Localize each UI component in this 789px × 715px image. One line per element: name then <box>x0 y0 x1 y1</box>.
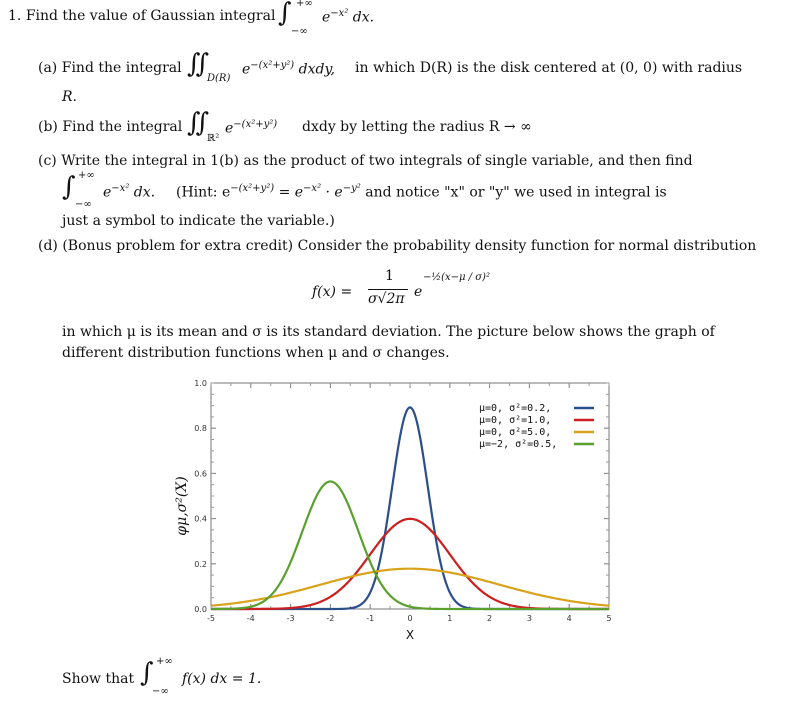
x-tick-label: 0 <box>407 614 413 623</box>
formula-numerator: 1 <box>385 268 394 284</box>
formula-exponent: −½(x−μ / σ)² <box>423 272 490 283</box>
y-tick-label: 0.0 <box>194 605 207 614</box>
part-c-line1: (c) Write the integral in 1(b) as the product of two integrals of single variable, and then find <box>38 153 693 169</box>
legend-label-1: μ=0, σ²=1.0, <box>479 415 552 426</box>
problem-number: 1. <box>8 8 22 24</box>
part-b-label: (b) <box>38 119 58 135</box>
show-rest: f(x) dx = 1. <box>182 671 262 687</box>
show-lower: −∞ <box>152 686 169 697</box>
part-b-domain: ℝ² <box>207 133 220 144</box>
part-a-double-integral: ∬ <box>187 49 210 79</box>
part-c-integrand: $e^{-x^2}$ dx. <box>103 183 156 201</box>
legend-label-0: μ=0, σ²=0.2, <box>479 403 552 414</box>
title-upper-limit: +∞ <box>296 0 313 9</box>
title-lower-limit: −∞ <box>291 26 308 37</box>
part-c-hint: (Hint: $e^{-(x^2+y^2)} = e^{-x^2} \cdot e^{-y^2}$ and notice "x" or "y" we used in integral is <box>176 183 667 201</box>
part-b-double-integral: ∬ <box>187 108 210 138</box>
x-tick-label: -5 <box>207 614 215 623</box>
part-a-integrand: $e^{-(x^2+y^2)}$ dxdy, <box>242 60 335 78</box>
x-tick-label: -3 <box>286 614 295 623</box>
part-b-line1: (b) Find the integral <box>38 119 183 135</box>
part-c-text3: just a symbol to indicate the variable.) <box>62 213 335 229</box>
title-integral-sign: ∫ <box>278 0 292 28</box>
x-tick-label: -1 <box>366 614 375 623</box>
x-tick-label: 1 <box>447 614 453 623</box>
formula-e: e <box>414 284 423 300</box>
part-c-upper: +∞ <box>78 170 95 181</box>
part-c-integral-sign: ∫ <box>62 172 76 202</box>
x-axis-label: X <box>405 628 415 642</box>
y-tick-label: 0.4 <box>194 514 207 524</box>
problem-title-text: Find the value of Gaussian integral <box>25 8 276 24</box>
x-tick-label: 4 <box>566 614 572 623</box>
problem-title <box>8 8 275 24</box>
show-text: Show that <box>62 671 135 687</box>
show-upper: +∞ <box>156 656 173 667</box>
part-a-line1: (a) Find the integral <box>38 60 182 76</box>
formula-denominator: σ√2π <box>368 291 405 307</box>
part-d-line1: (d) (Bonus problem for extra credit) Consider the probability density function for normal distribution <box>38 238 757 254</box>
part-d-text3: different distribution functions when μ and σ changes. <box>62 345 450 361</box>
part-a-text3: R. <box>62 89 77 105</box>
part-d-label: (d) <box>38 238 58 254</box>
part-a-text2: in which D(R) is the disk centered at (0, 0) with radius <box>355 60 743 76</box>
y-tick-label: 0.2 <box>194 559 207 569</box>
y-tick-label: 0.8 <box>194 424 207 434</box>
y-axis-label: φμ,σ²(X) <box>174 476 190 536</box>
x-tick-label: -2 <box>326 614 335 623</box>
y-tick-label: 0.6 <box>194 469 207 479</box>
legend-label-3: μ=−2, σ²=0.5, <box>479 439 558 450</box>
part-c-label: (c) <box>38 153 57 169</box>
y-tick-label: 1.0 <box>194 379 207 388</box>
part-c-lower: −∞ <box>75 199 92 210</box>
formula-fraction-bar <box>368 289 408 290</box>
x-tick-label: 2 <box>487 614 493 623</box>
part-b-integrand: $e^{-(x^2+y^2)}$ <box>225 119 278 137</box>
x-tick-label: 5 <box>606 614 612 623</box>
chart-svg <box>170 375 620 655</box>
part-d-text2: in which μ is its mean and σ is its standard deviation. The picture below shows the graph of <box>62 324 715 340</box>
normal-distribution-chart <box>170 375 620 655</box>
show-integral-sign: ∫ <box>140 658 154 688</box>
legend-label-2: μ=0, σ²=5.0, <box>479 427 552 438</box>
part-a-domain: D(R) <box>207 73 231 84</box>
title-integrand: $e^{-x^2}$ dx. <box>322 8 375 26</box>
x-tick-label: -4 <box>246 614 255 623</box>
part-a-label: (a) <box>38 60 58 76</box>
formula-lhs: f(x) = <box>312 284 353 300</box>
part-b-text2: dxdy by letting the radius R → ∞ <box>302 119 532 135</box>
x-tick-label: 3 <box>526 614 532 623</box>
